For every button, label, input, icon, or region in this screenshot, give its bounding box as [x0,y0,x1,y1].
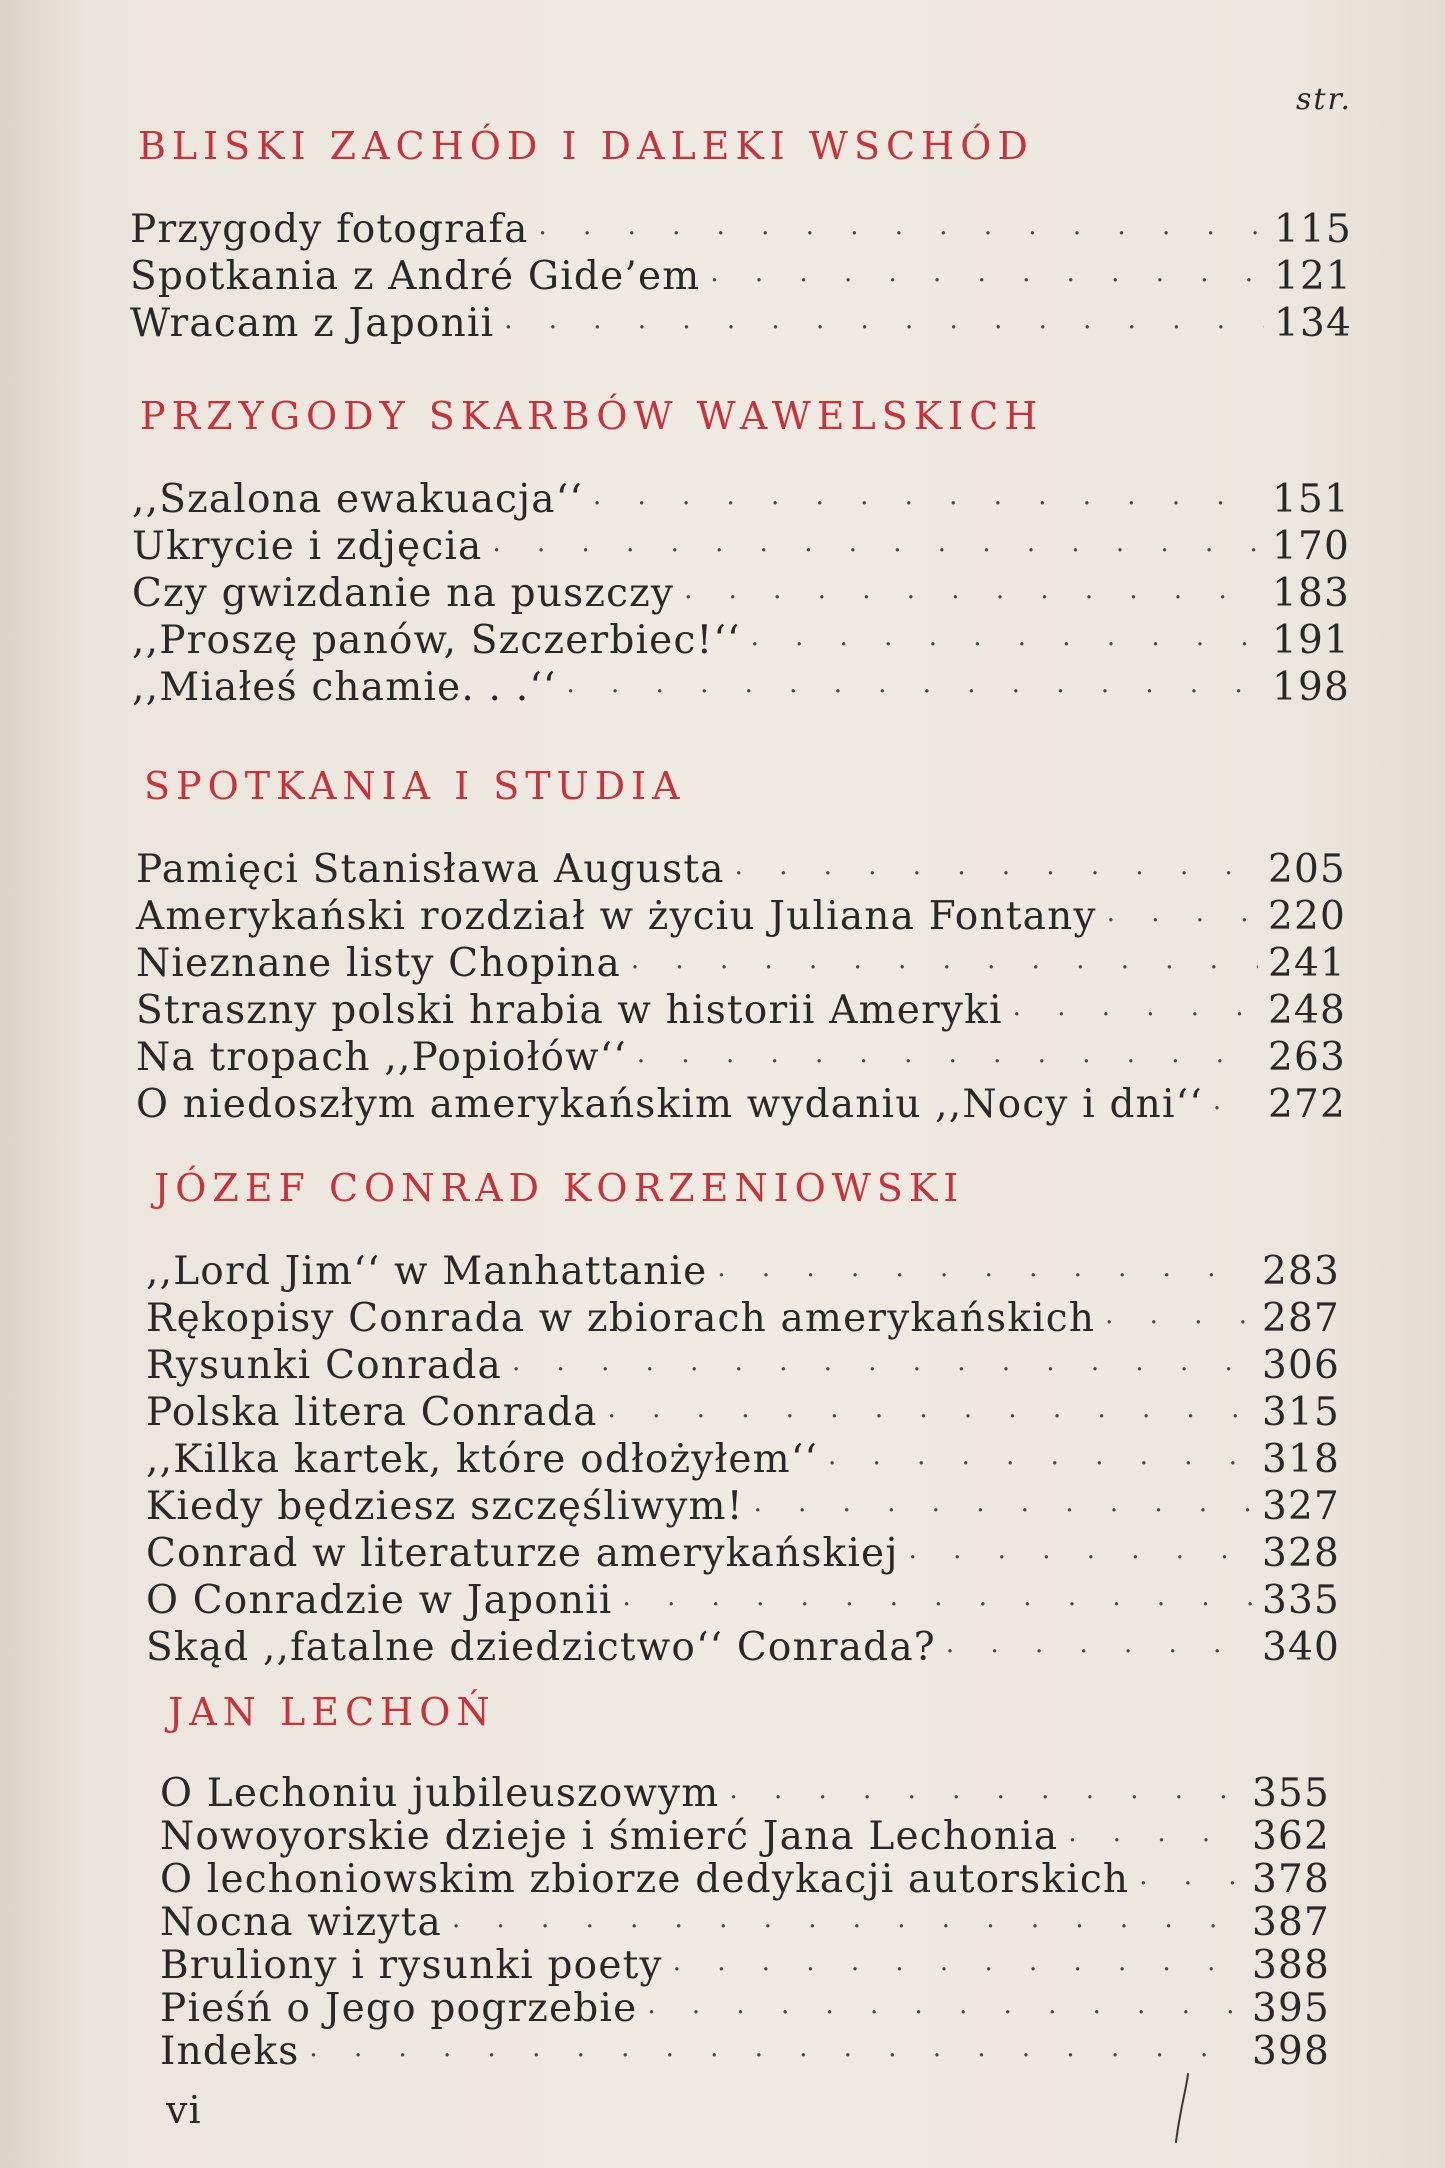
entry-page-number: 340 [1261,1625,1340,1670]
toc-section-skarby-wawelskie [132,388,1350,711]
toc-entry[interactable] [146,1436,1340,1483]
dot-leader [512,1347,1252,1394]
entry-title: Spotkania z André Gide’em [130,254,701,299]
section-title: BLISKI ZACHÓD I DALEKI WSCHÓD [138,124,1034,168]
toc-entry[interactable] [132,570,1350,617]
toc-entry[interactable] [136,846,1346,893]
dot-leader [504,305,1264,352]
dot-leader [909,1535,1252,1582]
toc-entry[interactable] [146,1483,1340,1530]
dot-leader [631,945,1258,992]
entry-title: Pieśń o Jego pogrzebie [160,1986,638,2031]
entry-page-number: 170 [1271,524,1350,569]
toc-section-spotkania-i-studia [136,758,1346,1128]
entry-title: O niedoszłym amerykańskim wydaniu ,,Nocy i dni‘‘ [136,1082,1203,1127]
entry-title: Nowoyorskie dzieje i śmierć Jana Lechonia [160,1814,1059,1859]
dot-leader [1139,1863,1242,1906]
toc-entry[interactable] [160,1858,1330,1901]
dot-leader [1107,898,1258,945]
entry-title: Ukrycie i zdjęcia [132,524,483,569]
section-title: JAN LECHOŃ [168,1690,496,1734]
entry-page-number: 327 [1261,1484,1340,1529]
dot-leader [735,851,1258,898]
entry-title: Nocna wizyta [160,1900,442,1945]
toc-entry[interactable] [132,664,1350,711]
entry-page-number: 287 [1261,1296,1340,1341]
dot-leader [751,622,1262,669]
dot-leader [593,481,1262,528]
dot-leader [754,1488,1252,1535]
entry-page-number: 318 [1261,1437,1340,1482]
toc-entry[interactable] [160,1772,1330,1815]
page-folio: vi [166,2088,202,2132]
entry-title: Czy gwizdanie na puszczy [132,571,675,616]
entry-title: ,,Proszę panów, Szczerbiec!‘‘ [132,618,741,663]
entry-title: O Lechoniu jubileuszowym [160,1771,720,1816]
toc-entry[interactable] [160,2030,1330,2073]
dot-leader [647,1992,1242,2035]
entry-page-number: 387 [1251,1900,1330,1945]
toc-entry[interactable] [146,1389,1340,1436]
section-title: JÓZEF CONRAD KORZENIOWSKI [154,1166,965,1210]
toc-entry[interactable] [160,1815,1330,1858]
section-title: PRZYGODY SKARBÓW WAWELSKICH [140,394,1044,438]
toc-section-lechon [160,1684,1330,2073]
toc-section-conrad [146,1160,1340,1671]
entry-title: Nieznane listy Chopina [136,941,621,986]
entry-page-number: 198 [1271,665,1350,710]
toc-entry[interactable] [146,1342,1340,1389]
entry-title: Rękopisy Conrada w zbiorach amerykańskich [146,1296,1096,1341]
dot-leader [684,575,1262,622]
toc-entry[interactable] [160,1987,1330,2030]
entry-page-number: 388 [1251,1943,1330,1988]
toc-entry[interactable] [132,523,1350,570]
entry-title: ,,Szalona ewakuacja‘‘ [132,477,583,522]
entry-title: O Conradzie w Japonii [146,1578,613,1623]
toc-entry[interactable] [130,300,1352,347]
entry-title: Amerykański rozdział w życiu Juliana Fontany [136,894,1097,939]
toc-entry[interactable] [136,987,1346,1034]
entry-page-number: 191 [1271,618,1350,663]
entry-title: Na tropach ,,Popiołów‘‘ [136,1035,627,1080]
entry-title: ,,Lord Jim‘‘ w Manhattanie [146,1249,708,1294]
toc-entry[interactable] [136,1081,1346,1128]
entry-page-number: 134 [1273,301,1352,346]
entry-page-number: 263 [1267,1035,1346,1080]
entry-title: ,,Miałeś chamie. . .‘‘ [132,665,557,710]
page-column-label: str. [1296,82,1353,117]
entry-title: ,,Kilka kartek, które odłożyłem‘‘ [146,1437,819,1482]
dot-leader [637,1039,1258,1086]
entry-page-number: 283 [1261,1249,1340,1294]
entry-page-number: 115 [1273,207,1352,252]
toc-section-bliski-zachod [130,118,1352,347]
entry-title: Indeks [160,2029,300,2074]
entry-page-number: 151 [1271,477,1350,522]
entry-page-number: 362 [1251,1814,1330,1859]
toc-entry[interactable] [136,1034,1346,1081]
dot-leader [567,669,1262,716]
toc-entry[interactable] [146,1295,1340,1342]
entry-page-number: 398 [1251,2029,1330,2074]
dot-leader [673,1949,1242,1992]
entry-page-number: 248 [1267,988,1346,1033]
dot-leader [1105,1300,1252,1347]
toc-entry[interactable] [146,1248,1340,1295]
toc-entry[interactable] [146,1530,1340,1577]
dot-leader [623,1582,1252,1629]
dot-leader [608,1394,1252,1441]
pencil-mark-icon [1166,2070,1196,2150]
toc-entry[interactable] [130,206,1352,253]
entry-title: Polska litera Conrada [146,1390,598,1435]
dot-leader [539,211,1264,258]
entry-title: Przygody fotografa [130,207,529,252]
dot-leader [309,2035,1242,2078]
entry-title: Kiedy będziesz szczęśliwym! [146,1484,744,1529]
entry-page-number: 395 [1251,1986,1330,2031]
toc-entry[interactable] [146,1624,1340,1671]
toc-entry[interactable] [136,893,1346,940]
dot-leader [1213,1086,1258,1133]
entry-page-number: 335 [1261,1578,1340,1623]
entry-page-number: 328 [1261,1531,1340,1576]
dot-leader [717,1253,1252,1300]
entry-page-number: 220 [1267,894,1346,939]
dot-leader [828,1441,1252,1488]
entry-page-number: 315 [1261,1390,1340,1435]
dot-leader [493,528,1262,575]
entry-title: Conrad w literaturze amerykańskiej [146,1531,899,1576]
entry-title: O lechoniowskim zbiorze dedykacji autorskich [160,1857,1130,1902]
toc-entry[interactable] [160,1944,1330,1987]
entry-title: Bruliony i rysunki poety [160,1943,663,1988]
entry-page-number: 272 [1267,1082,1346,1127]
dot-leader [946,1629,1252,1676]
entry-title: Pamięci Stanisława Augusta [136,847,725,892]
toc-entry[interactable] [136,940,1346,987]
entry-page-number: 121 [1273,254,1352,299]
entry-page-number: 205 [1267,847,1346,892]
section-title: SPOTKANIA I STUDIA [144,764,686,808]
entry-title: Straszny polski hrabia w historii Ameryki [136,988,1003,1033]
entry-title: Skąd ,,fatalne dziedzictwo‘‘ Conrada? [146,1625,936,1670]
entry-title: Rysunki Conrada [146,1343,503,1388]
entry-page-number: 306 [1261,1343,1340,1388]
toc-entry[interactable] [132,476,1350,523]
toc-entry[interactable] [146,1577,1340,1624]
entry-page-number: 241 [1267,941,1346,986]
toc-entry[interactable] [130,253,1352,300]
toc-entry[interactable] [160,1901,1330,1944]
entry-page-number: 355 [1251,1771,1330,1816]
toc-entry[interactable] [132,617,1350,664]
dot-leader [710,258,1264,305]
entry-page-number: 183 [1271,571,1350,616]
entry-title: Wracam z Japonii [130,301,495,346]
entry-page-number: 378 [1251,1857,1330,1902]
dot-leader [1013,992,1258,1039]
